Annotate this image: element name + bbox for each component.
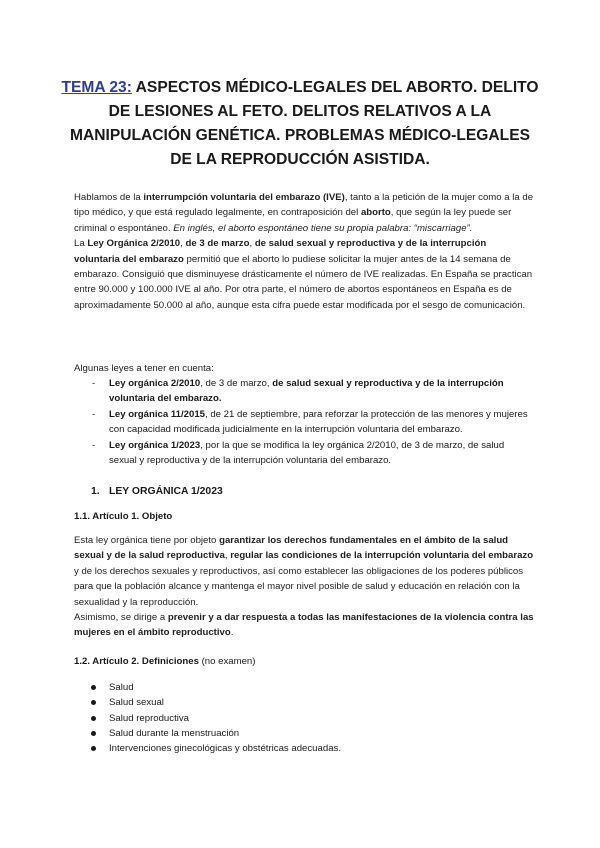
definition-item [91,680,341,695]
text-run: , tanto a la petición de la mujer como a la de tipo médico, y que está regulado legalmente, en contraposición del [74,192,534,219]
law-text: , por la que se modifica la ley orgánica 2/2010, de 3 de marzo, de salud sexual y reproductiva y de la interrupción voluntaria del embarazo. [109,439,505,467]
dash-marker: - [92,439,96,451]
bullet-icon [91,685,96,690]
bullet-icon [91,746,96,751]
intro-paragraph-2 [74,236,534,313]
subsection-title: 1.1. Artículo 1. Objeto [74,511,173,522]
document-title [60,76,540,172]
text-run: , [249,238,255,250]
bold-run: de salud sexual y reproductiva y de la interrupción voluntaria del embarazo [74,238,487,265]
bullet-icon [91,700,96,705]
dash-marker: - [92,378,96,389]
bold-run: Ley Orgánica 2/2010 [87,238,181,250]
definition-text: Intervenciones ginecológicas y obstétricas adecuadas. [109,743,341,755]
intro-paragraph-1 [74,190,534,236]
laws-intro [74,361,534,376]
intro-section [74,190,534,313]
definitions-list [91,680,341,756]
bold-run: de 3 de marzo [185,238,250,250]
text-run: Esta ley orgánica tiene por objeto [74,535,220,546]
title-text: ASPECTOS MÉDICO-LEGALES DEL ABORTO. DELITO DE LESIONES AL FETO. DELITOS RELATIVOS A LA MANIPULACIÓN GENÉTICA. PROBLEMAS MÉDICO-LEGALES DE LA REPRODUCCIÓN ASISTIDA. [69,79,539,168]
subsection-heading-1-1 [74,511,172,522]
definition-item [91,726,341,741]
laws-intro-text: Algunas leyes a tener en cuenta: [74,363,214,374]
definition-text: Salud durante la menstruación [109,727,240,739]
section-number: 1. [91,486,100,497]
definition-text: Salud [109,682,134,693]
law-item [92,376,532,407]
article-1-paragraph-1 [74,533,534,610]
definition-item [91,695,341,710]
law-name: Ley orgánica 1/2023 [109,439,201,451]
text-run: Hablamos de la [74,192,144,203]
dash-marker: - [92,408,96,420]
subsection-title: 1.2. Artículo 2. Definiciones [74,656,199,667]
law-item [92,438,532,469]
text-run: , [180,238,186,250]
topic-number: TEMA 23: [61,79,132,96]
bold-run: prevenir y a dar respuesta a todas las manifestaciones de la violencia contra las mujeres en el ámbito reproductivo [74,612,534,639]
bullet-icon [91,731,96,736]
subsection-heading-1-2 [74,656,255,667]
text-run: y de los derechos sexuales y reproductivos, así como establecer las obligaciones de los poderes públicos para que la población alcance y mantenga el mayor nivel posible de salud y educación en relación con la sexualidad y la reproducción. [74,565,524,608]
article-1-section [74,533,534,641]
law-name: Ley orgánica 11/2015 [109,408,205,420]
text-run: . [230,627,234,639]
bold-run: aborto [360,207,391,219]
definition-text: Salud sexual [109,697,164,709]
law-bold-text: de salud sexual y reproductiva y de la interrupción voluntaria del embarazo. [109,378,504,405]
text-run: , [224,550,231,562]
text-run: Asimismo, se dirige a [74,612,168,624]
definition-text: Salud reproductiva [109,712,189,724]
definition-item [91,711,341,726]
definition-item [91,741,341,756]
law-text: , de 3 de marzo, [200,378,273,389]
bold-run: interrumpción voluntaria del embarazo (IVE) [143,192,345,203]
bullet-icon [91,716,96,721]
text-run: La [74,238,88,250]
law-name: Ley orgánica 2/2010 [109,378,201,389]
bold-run: regular las condiciones de la interrupción voluntaria del embarazo [230,550,534,562]
section-heading-1 [91,486,223,497]
section-title: LEY ORGÁNICA 1/2023 [109,486,223,497]
article-1-paragraph-2 [74,610,534,641]
laws-list [92,376,532,468]
subsection-note: (no examen) [198,656,256,667]
italic-run: En inglés, el aborto espontáneo tiene su propia palabra: “miscarriage”. [173,222,473,234]
bold-run: garantizar los derechos fundamentales en el ámbito de la salud sexual y de la salud reproductiva [74,535,509,562]
law-text: , de 21 de septiembre, para reforzar la protección de las menores y mujeres con capacidad modificada judicialmente en la interrupción voluntaria del embarazo. [109,408,528,436]
law-item [92,407,532,438]
text-run: , que según la ley puede ser criminal o espontáneo. [74,207,512,234]
text-run: permitió que el aborto lo pudiese solicitar la mujer antes de la 14 semana de embarazo. Consiguió que disminuyese drásticamente el número de IVE realizadas. En España se practican entre 90.000 y 100.000 IVE al año. Por otra parte, el número de abortos espontáneos en España es de aproximadamente 50.000 al año, aunque esta cifra puede estar modificada por el sesgo de comunicación. [74,253,533,311]
